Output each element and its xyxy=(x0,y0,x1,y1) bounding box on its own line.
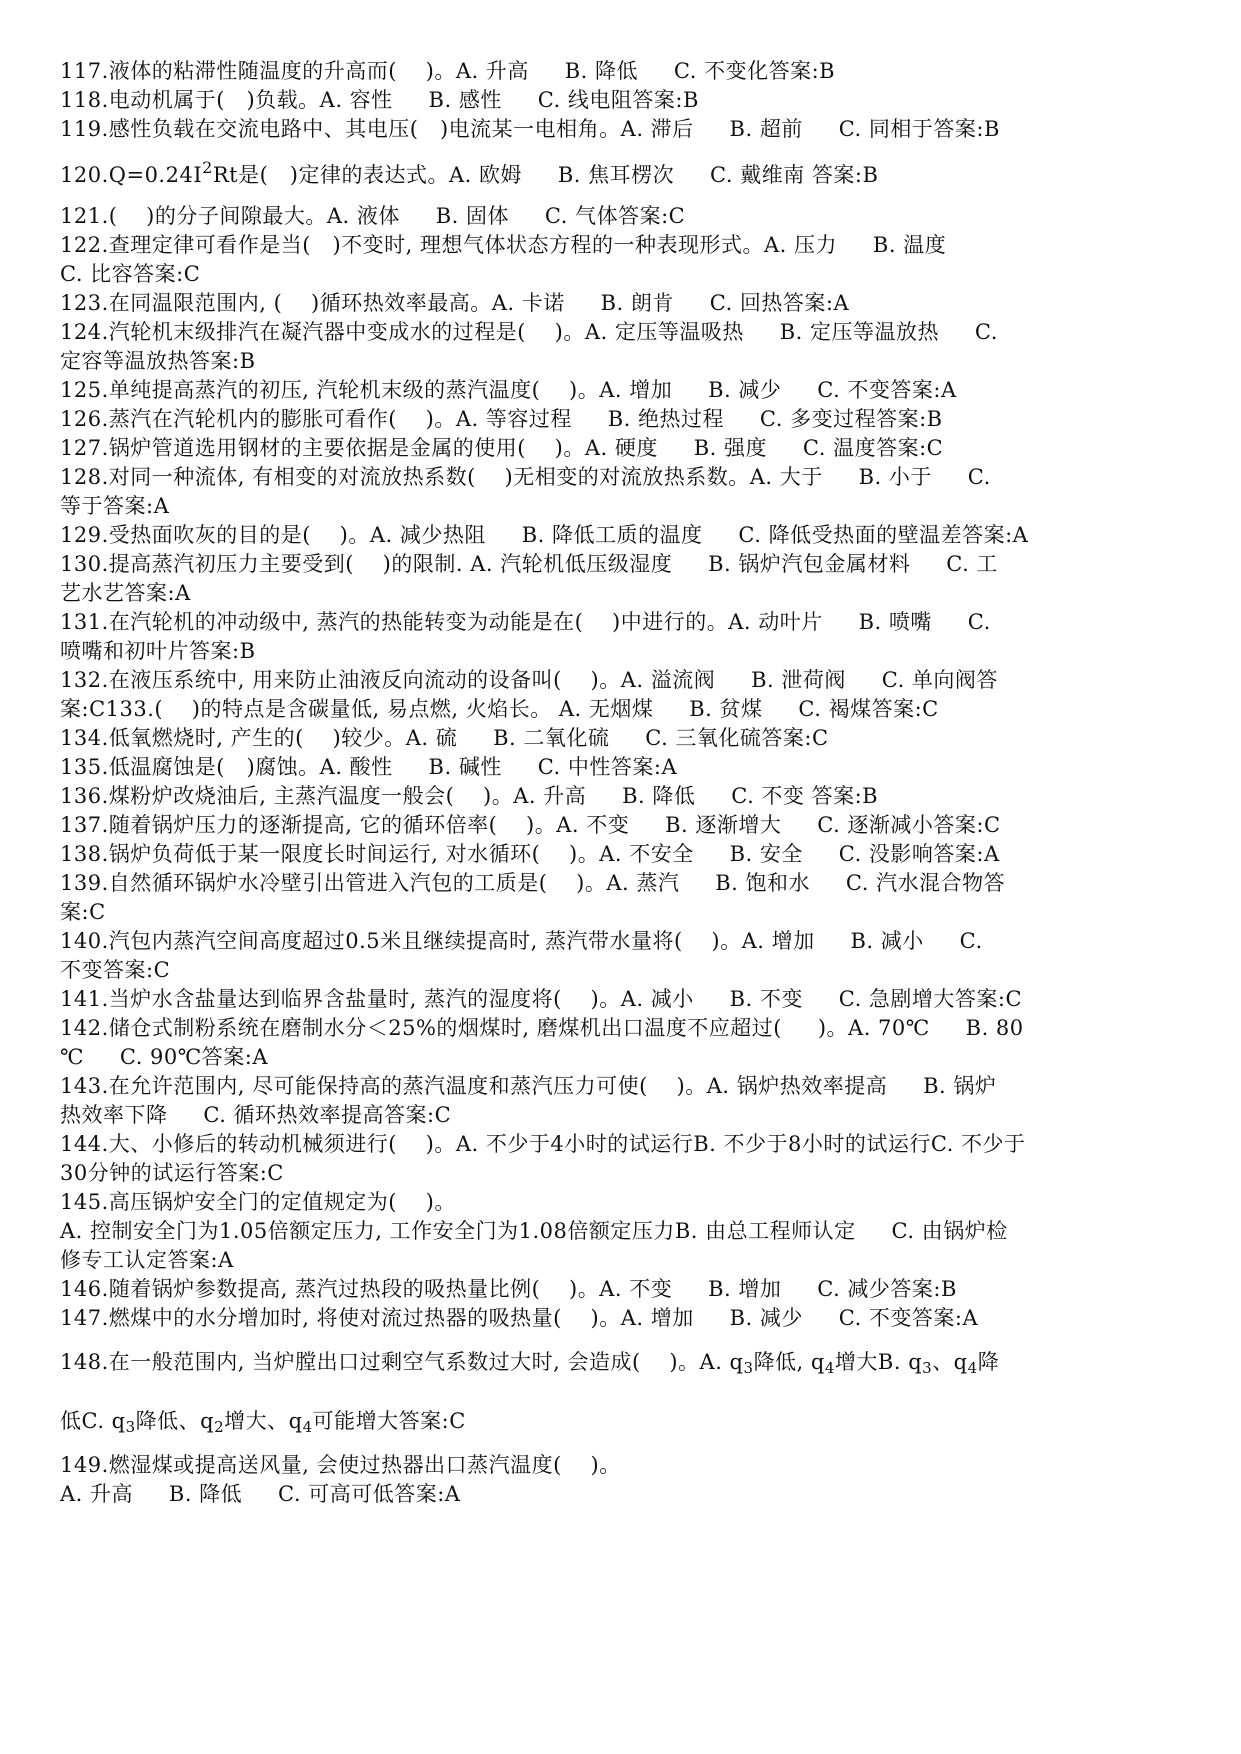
q148c-text-4: 可能增大答案:C xyxy=(312,1409,466,1433)
question-145-cont: 修专工认定答案:A xyxy=(60,1248,234,1272)
question-144-cont: 30分钟的试运行答案:C xyxy=(60,1161,284,1185)
question-127: 127.锅炉管道选用钢材的主要依据是金属的使用( )。A. 硬度 B. 强度 C. 温度答案:C xyxy=(60,436,944,460)
question-140-cont: 不变答案:C xyxy=(60,958,171,982)
question-148-cont xyxy=(60,1408,466,1434)
question-118: 118.电动机属于( )负载。A. 容性 B. 感性 C. 线电阻答案:B xyxy=(60,88,699,112)
question-143-cont: 热效率下降 C. 循环热效率提高答案:C xyxy=(60,1103,452,1127)
q148c-subscript-3: 4 xyxy=(302,1418,313,1436)
question-139-cont: 案:C xyxy=(60,900,106,924)
question-147: 147.燃煤中的水分增加时, 将使对流过热器的吸热量( )。A. 增加 B. 减少 C. 不变答案:A xyxy=(60,1306,979,1330)
q148-text-1: 148.在一般范围内, 当炉膛出口过剩空气系数过大时, 会造成( )。A. q xyxy=(60,1350,744,1374)
question-138: 138.锅炉负荷低于某一限度长时间运行, 对水循环( )。A. 不安全 B. 安全 C. 没影响答案:A xyxy=(60,842,1000,866)
question-141: 141.当炉水含盐量达到临界含盐量时, 蒸汽的湿度将( )。A. 减小 B. 不变 C. 急剧增大答案:C xyxy=(60,987,1023,1011)
question-145: 145.高压锅炉安全门的定值规定为( )。 xyxy=(60,1190,456,1214)
question-134: 134.低氧燃烧时, 产生的( )较少。A. 硫 B. 二氧化硫 C. 三氧化硫答案:C xyxy=(60,726,829,750)
question-129: 129.受热面吹灰的目的是( )。A. 减少热阻 B. 降低工质的温度 C. 降低受热面的壁温差答案:A xyxy=(60,523,1029,547)
q148c-text-3: 增大、q xyxy=(224,1409,303,1433)
question-128: 128.对同一种流体, 有相变的对流放热系数( )无相变的对流放热系数。A. 大于 B. 小于 C. xyxy=(60,465,991,489)
q148-subscript-2: 4 xyxy=(824,1359,835,1377)
question-120 xyxy=(60,158,879,188)
question-124-cont: 定容等温放热答案:B xyxy=(60,349,256,373)
q148c-subscript-2: 2 xyxy=(214,1418,225,1436)
question-142: 142.储仓式制粉系统在磨制水分＜25%的烟煤时, 磨煤机出口温度不应超过( )。A. 70℃ B. 80 xyxy=(60,1016,1024,1040)
question-122-cont: C. 比容答案:C xyxy=(60,262,201,286)
q120-rest: Rt是( )定律的表达式。A. 欧姆 B. 焦耳楞次 C. 戴维南 答案:B xyxy=(212,163,879,187)
q148-subscript-3: 3 xyxy=(922,1359,933,1377)
question-144: 144.大、小修后的转动机械须进行( )。A. 不少于4小时的试运行B. 不少于8小时的试运行C. 不少于 xyxy=(60,1132,1026,1156)
question-137: 137.随着锅炉压力的逐渐提高, 它的循环倍率( )。A. 不变 B. 逐渐增大 C. 逐渐减小答案:C xyxy=(60,813,1001,837)
question-130: 130.提高蒸汽初压力主要受到( )的限制. A. 汽轮机低压级湿度 B. 锅炉汽包金属材料 C. 工 xyxy=(60,552,998,576)
question-121: 121.( )的分子间隙最大。A. 液体 B. 固体 C. 气体答案:C xyxy=(60,204,686,228)
question-125: 125.单纯提高蒸汽的初压, 汽轮机末级的蒸汽温度( )。A. 增加 B. 减少 C. 不变答案:A xyxy=(60,378,957,402)
question-139: 139.自然循环锅炉水冷壁引出管进入汽包的工质是( )。A. 蒸汽 B. 饱和水 C. 汽水混合物答 xyxy=(60,871,1006,895)
question-146: 146.随着锅炉参数提高, 蒸汽过热段的吸热量比例( )。A. 不变 B. 增加 C. 减少答案:B xyxy=(60,1277,957,1301)
q148-text-2: 降低, q xyxy=(753,1350,825,1374)
q148-text-3: 增大B. q xyxy=(834,1350,923,1374)
q120-exponent: 2 xyxy=(202,158,213,177)
q148c-text-1: 低C. q xyxy=(60,1409,126,1433)
question-119: 119.感性负载在交流电路中、其电压( )电流某一电相角。A. 滞后 B. 超前 C. 同相于答案:B xyxy=(60,117,1000,141)
question-136: 136.煤粉炉改烧油后, 主蒸汽温度一般会( )。A. 升高 B. 降低 C. 不变 答案:B xyxy=(60,784,879,808)
question-143: 143.在允许范围内, 尽可能保持高的蒸汽温度和蒸汽压力可使( )。A. 锅炉热效率提高 B. 锅炉 xyxy=(60,1074,997,1098)
question-132-133: 案:C133.( )的特点是含碳量低, 易点燃, 火焰长。 A. 无烟煤 B. 贫煤 C. 褐煤答案:C xyxy=(60,697,939,721)
question-130-cont: 艺水艺答案:A xyxy=(60,581,191,605)
question-149: 149.燃湿煤或提高送风量, 会使过热器出口蒸汽温度( )。 xyxy=(60,1453,621,1477)
question-131-cont: 喷嘴和初叶片答案:B xyxy=(60,639,256,663)
q148-text-5: 降 xyxy=(977,1350,1000,1374)
question-142-cont: ℃ C. 90℃答案:A xyxy=(60,1045,268,1069)
question-148 xyxy=(60,1349,999,1375)
q148c-subscript-1: 3 xyxy=(125,1418,136,1436)
question-126: 126.蒸汽在汽轮机内的膨胀可看作( )。A. 等容过程 B. 绝热过程 C. 多变过程答案:B xyxy=(60,407,943,431)
q120-formula-start: 120.Q=0.24I xyxy=(60,163,203,187)
question-117: 117.液体的粘滞性随温度的升高而( )。A. 升高 B. 降低 C. 不变化答案:B xyxy=(60,59,836,83)
question-131: 131.在汽轮机的冲动级中, 蒸汽的热能转变为动能是在( )中进行的。A. 动叶片 B. 喷嘴 C. xyxy=(60,610,991,634)
question-132: 132.在液压系统中, 用来防止油液反向流动的设备叫( )。A. 溢流阀 B. 泄荷阀 C. 单向阀答 xyxy=(60,668,998,692)
question-124: 124.汽轮机末级排汽在凝汽器中变成水的过程是( )。A. 定压等温吸热 B. 定压等温放热 C. xyxy=(60,320,998,344)
q148-subscript-1: 3 xyxy=(743,1359,754,1377)
question-123: 123.在同温限范围内, ( )循环热效率最高。A. 卡诺 B. 朗肯 C. 回热答案:A xyxy=(60,291,850,315)
q148c-text-2: 降低、q xyxy=(135,1409,215,1433)
q148-text-4: 、q xyxy=(932,1350,968,1374)
question-145-options: A. 控制安全门为1.05倍额定压力, 工作安全门为1.08倍额定压力B. 由总工程师认定 C. 由锅炉检 xyxy=(60,1219,1008,1243)
question-135: 135.低温腐蚀是( )腐蚀。A. 酸性 B. 碱性 C. 中性答案:A xyxy=(60,755,678,779)
question-122: 122.查理定律可看作是当( )不变时, 理想气体状态方程的一种表现形式。A. 压力 B. 温度 xyxy=(60,233,947,257)
question-140: 140.汽包内蒸汽空间高度超过0.5米且继续提高时, 蒸汽带水量将( )。A. 增加 B. 减小 C. xyxy=(60,929,983,953)
q148-subscript-4: 4 xyxy=(967,1359,978,1377)
question-149-options: A. 升高 B. 降低 C. 可高可低答案:A xyxy=(60,1482,461,1506)
question-128-cont: 等于答案:A xyxy=(60,494,170,518)
